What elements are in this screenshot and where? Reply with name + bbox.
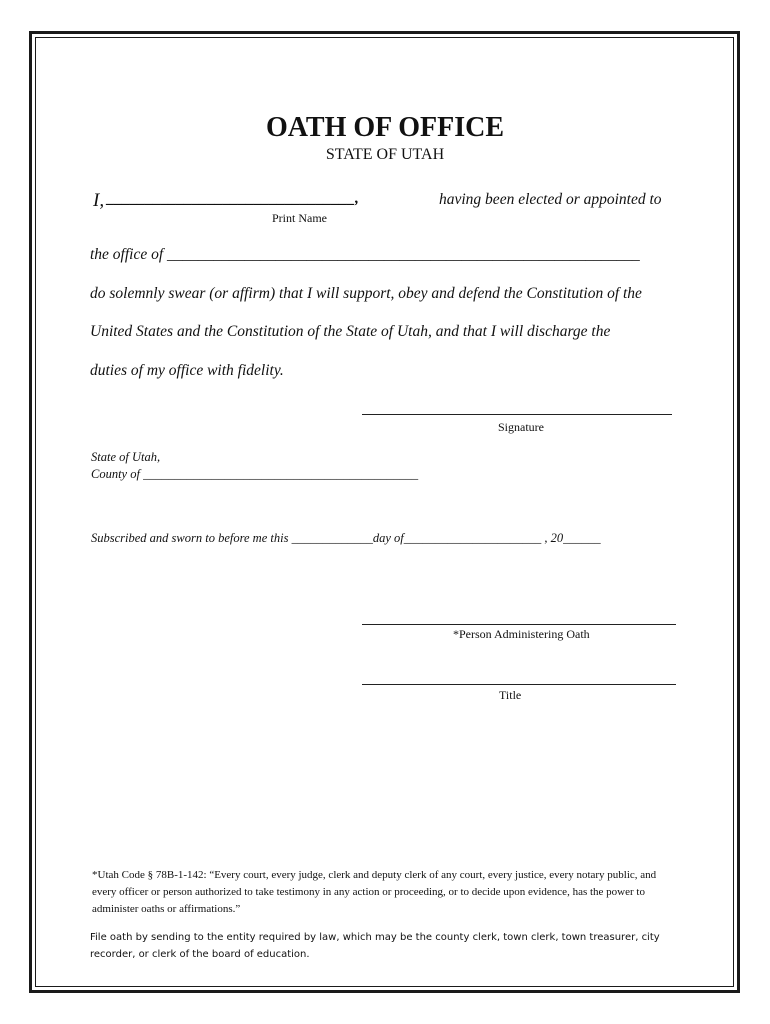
administering-signature-line [362,624,676,625]
county-line: County of ____________________________________________ [91,467,419,481]
document-subtitle: STATE OF UTAH [325,146,445,163]
title-signature-line [362,684,676,685]
print-name-label: Print Name [272,211,327,225]
signature-label: Signature [498,420,544,434]
filing-instructions: File oath by sending to the entity required by law, which may be the county clerk, town clerk, town treasurer, city recorder, or clerk of the board of education. [90,932,660,960]
oath-line-3: duties of my office with fidelity. [90,362,284,379]
subscribed-line: Subscribed and sworn to before me this _____________day of______________________ , 20______ [91,531,601,545]
utah-code-footnote: *Utah Code § 78B-1-142: “Every court, every judge, clerk and deputy clerk of any court, every justice, every notary public, and every officer or person authorized to take testimony in any action or proceeding, or to decide upon evidence, has the power to administer oaths or affirmations.” [92,869,657,915]
office-line: the office of _____________________________________________________________ [90,246,640,263]
print-name-blank: ________________________________, [107,190,359,207]
signature-line [362,414,672,415]
oath-line-2: United States and the Constitution of the State of Utah, and that I will discharge the [90,323,611,340]
administering-label: *Person Administering Oath [453,627,590,641]
title-label: Title [499,688,522,702]
intro-suffix: having been elected or appointed to [439,191,662,208]
state-line: State of Utah, [91,450,161,464]
oath-line-1: do solemnly swear (or affirm) that I will support, obey and defend the Constitution of the [90,285,642,302]
page-border-inner [35,37,734,987]
document-title: OATH OF OFFICE [266,112,504,143]
intro-prefix: I, [93,190,105,211]
